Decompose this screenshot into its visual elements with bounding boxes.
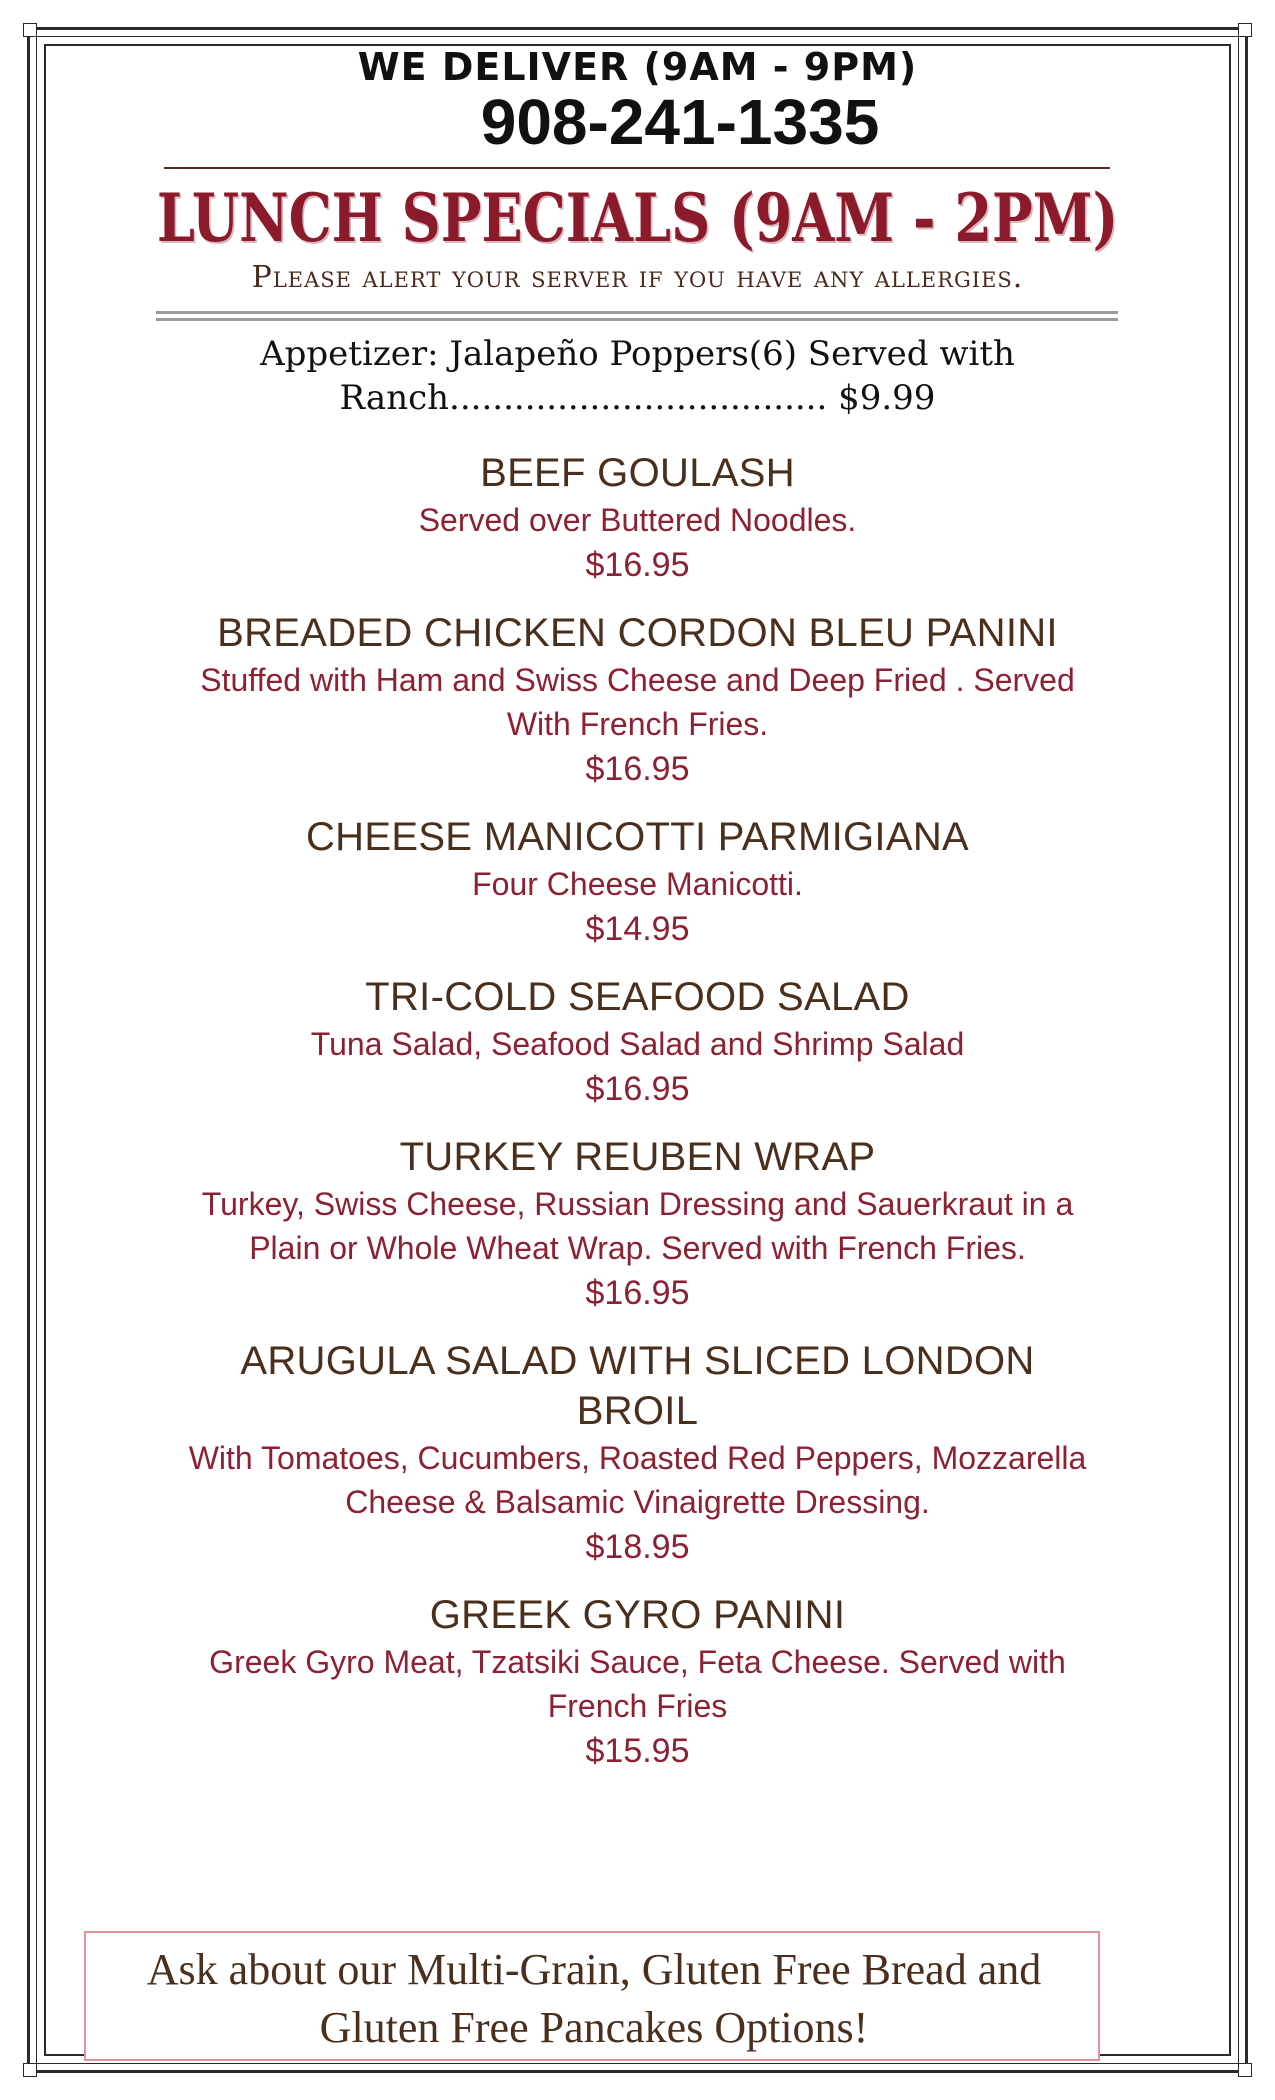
callout-line-2: Gluten Free Pancakes Options! <box>319 2003 869 2052</box>
menu-item-cheese-manicotti <box>160 812 1115 952</box>
item-price: $16.95 <box>585 750 690 788</box>
item-price: $16.95 <box>585 546 690 584</box>
frame-corner-bottom-right <box>1238 2063 1252 2077</box>
item-price: $15.95 <box>585 1732 690 1770</box>
menu-items <box>160 448 1115 1794</box>
item-price: $14.95 <box>585 910 690 948</box>
delivery-hours: WE DELIVER (9AM - 9PM) <box>357 45 918 89</box>
item-description: Served over Buttered Noodles. <box>418 502 857 538</box>
double-divider <box>156 311 1118 321</box>
item-price: $16.95 <box>585 1274 690 1312</box>
frame-corner-bottom-left <box>23 2063 37 2077</box>
item-name: BREADED CHICKEN CORDON BLEU PANINI <box>217 611 1058 655</box>
menu-item-arugula-salad <box>160 1336 1115 1570</box>
menu-item-cordon-bleu-panini <box>160 608 1115 792</box>
appetizer-block <box>180 332 1095 420</box>
menu-item-greek-gyro-panini <box>160 1590 1115 1774</box>
menu-item-beef-goulash <box>160 448 1115 588</box>
top-divider <box>164 167 1110 169</box>
menu-item-turkey-reuben-wrap <box>160 1132 1115 1316</box>
item-name: TRI-COLD SEAFOOD SALAD <box>365 975 910 1019</box>
item-description: With Tomatoes, Cucumbers, Roasted Red Peppers, Mozzarella Cheese & Balsamic Vinaigrette Dressing. <box>188 1440 1087 1520</box>
item-description: Turkey, Swiss Cheese, Russian Dressing and Sauerkraut in a Plain or Whole Wheat Wrap. Served with French Fries. <box>201 1186 1074 1266</box>
allergy-notice: Please alert your server if you have any allergies. <box>251 260 1024 295</box>
item-description: Tuna Salad, Seafood Salad and Shrimp Salad <box>310 1026 965 1062</box>
item-description: Greek Gyro Meat, Tzatsiki Sauce, Feta Cheese. Served with French Fries <box>209 1644 1066 1724</box>
item-price: $18.95 <box>585 1528 690 1566</box>
item-name: BEEF GOULASH <box>480 451 795 495</box>
item-description: Four Cheese Manicotti. <box>472 866 803 902</box>
phone-number: 908-241-1335 <box>480 86 880 158</box>
item-name: CHEESE MANICOTTI PARMIGIANA <box>306 815 969 859</box>
frame-corner-top-right <box>1238 23 1252 37</box>
item-name: GREEK GYRO PANINI <box>429 1593 846 1637</box>
callout-line-1: Ask about our Multi-Grain, Gluten Free Bread and <box>146 1945 1042 1994</box>
lunch-specials-title: LUNCH SPECIALS (9AM - 2PM) <box>156 179 1119 257</box>
appetizer-line-1: Appetizer: Jalapeño Poppers(6) Served with <box>260 334 1015 374</box>
item-name: TURKEY REUBEN WRAP <box>399 1135 876 1179</box>
appetizer-line-2: Ranch................................... $9.99 <box>339 378 936 418</box>
item-name: ARUGULA SALAD WITH SLICED LONDON BROIL <box>240 1339 1035 1433</box>
item-description: Stuffed with Ham and Swiss Cheese and Deep Fried . Served With French Fries. <box>200 662 1075 742</box>
gluten-free-callout <box>84 1931 1100 2061</box>
menu-item-seafood-salad <box>160 972 1115 1112</box>
frame-corner-top-left <box>23 23 37 37</box>
item-price: $16.95 <box>585 1070 690 1108</box>
callout-text <box>86 1941 1102 2057</box>
